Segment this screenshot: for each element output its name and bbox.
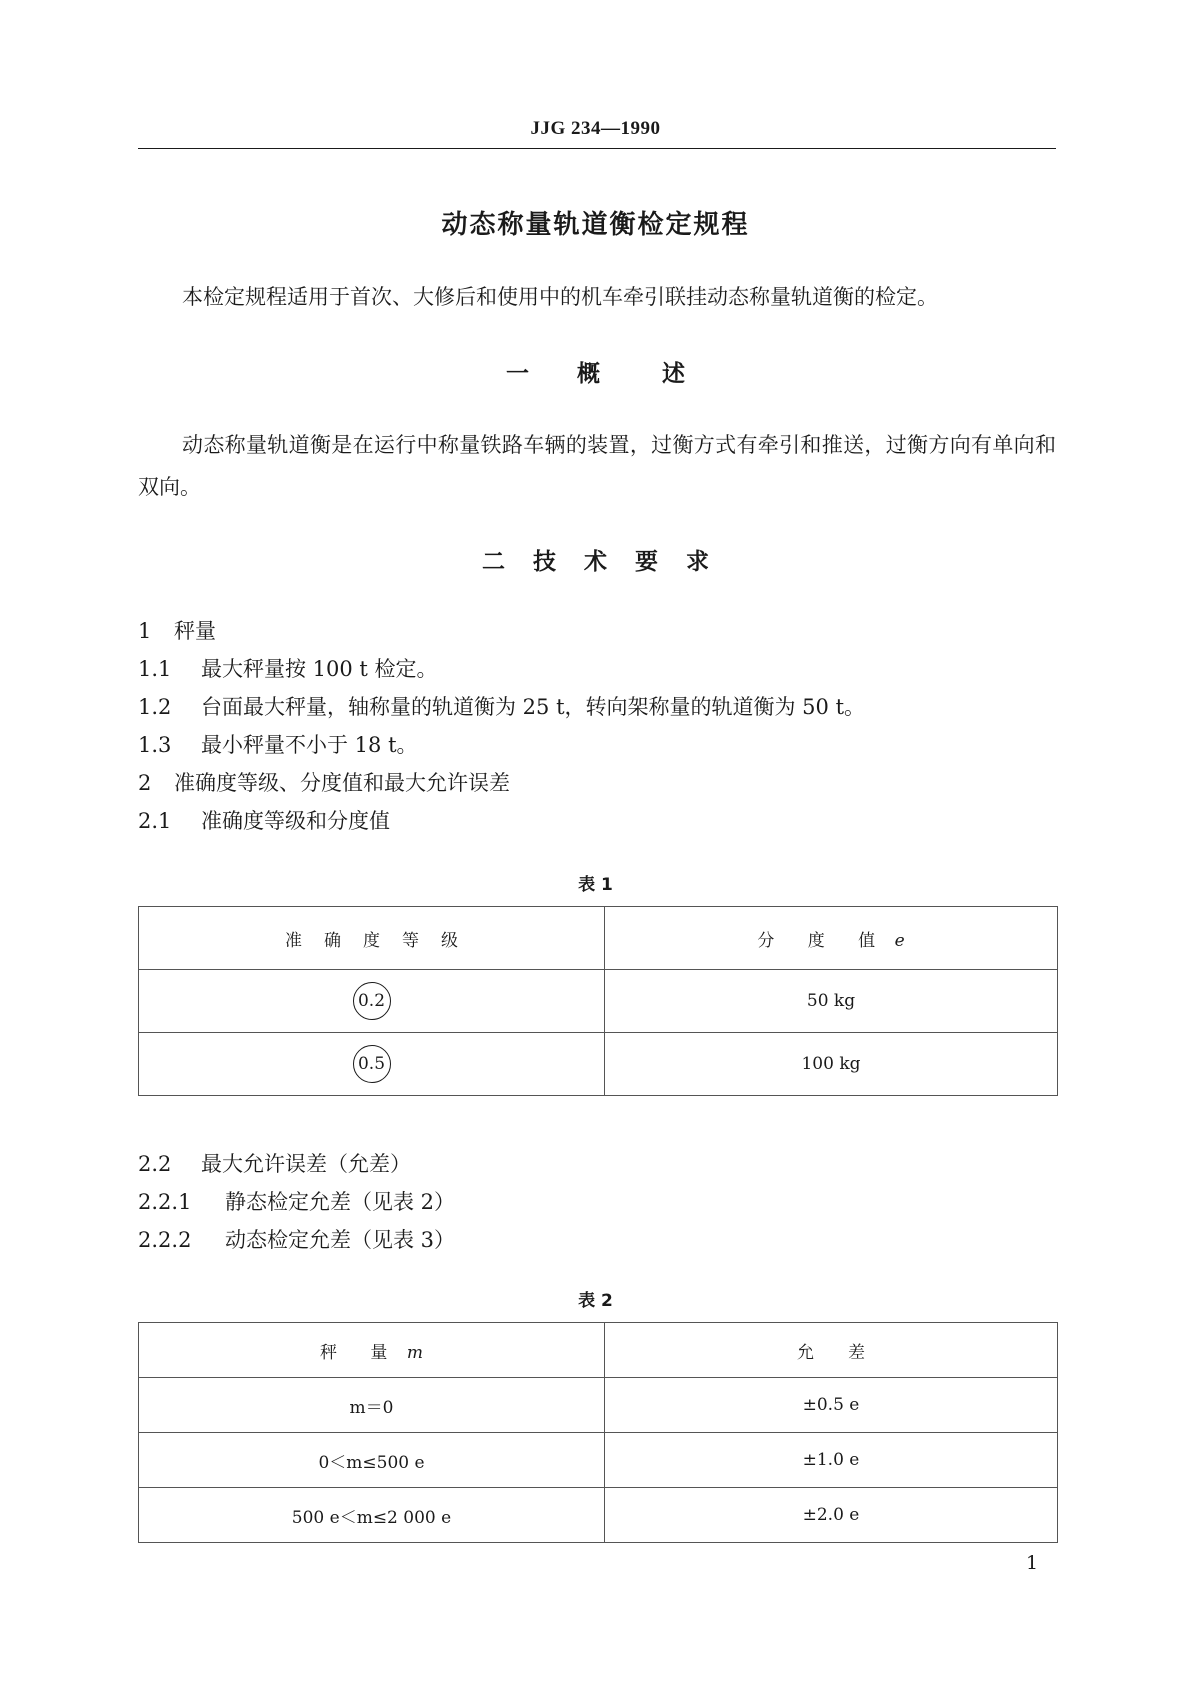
table-row	[139, 1433, 1058, 1488]
header-load-symbol: m	[406, 1342, 423, 1363]
section-title-char: 术	[584, 549, 607, 575]
table-header-row	[139, 907, 1058, 970]
section-number: 一	[506, 361, 529, 387]
table-cell: ±1.0 e	[605, 1433, 1058, 1488]
clause-1-2	[138, 693, 865, 721]
clause-1	[138, 617, 216, 645]
clause-2-2	[138, 1150, 411, 1178]
section-title-part: 概	[577, 361, 600, 387]
table-cell	[139, 1033, 605, 1096]
clause-text: 台面最大秤量，轴称量的轨道衡为 25 t，转向架称量的轨道衡为 50 t。	[201, 695, 866, 719]
section-title-char: 技	[533, 549, 556, 575]
table-header-cell	[605, 907, 1058, 970]
overview-paragraph: 动态称量轨道衡是在运行中称量铁路车辆的装置，过衡方式有牵引和推送，过衡方向有单向和双向。	[138, 433, 1056, 499]
table-cell: ±2.0 e	[605, 1488, 1058, 1543]
scope-paragraph: 本检定规程适用于首次、大修后和使用中的机车牵引联挂动态称量轨道衡的检定。	[182, 285, 938, 309]
table-row	[139, 970, 1058, 1033]
table-1	[138, 906, 1058, 1096]
clause-text: 准确度等级和分度值	[201, 809, 390, 833]
header-division-symbol: e	[894, 930, 905, 951]
section-title-char: 要	[635, 549, 658, 575]
clause-number: 2.2.2	[138, 1228, 192, 1252]
clause-text: 动态检定允差（见表 3）	[225, 1228, 456, 1252]
document-title: 动态称量轨道衡检定规程	[441, 210, 750, 240]
clause-number: 2	[138, 771, 152, 795]
clause-1-3	[138, 731, 418, 759]
clause-text: 最大允许误差（允差）	[201, 1152, 411, 1176]
clause-number: 1	[138, 619, 152, 643]
table-cell: ±0.5 e	[605, 1378, 1058, 1433]
table-header-row	[139, 1323, 1058, 1378]
section-title-part: 述	[662, 361, 685, 387]
accuracy-class-mark: 0.2	[353, 982, 391, 1020]
table-row	[139, 1378, 1058, 1433]
table-1-caption: 表 1	[578, 875, 613, 895]
table-header-cell: 允 差	[605, 1323, 1058, 1378]
section-heading-technical-requirements	[0, 543, 1191, 576]
table-row	[139, 1033, 1058, 1096]
table-header-cell	[139, 1323, 605, 1378]
table-header-cell	[139, 907, 605, 970]
clause-text: 静态检定允差（见表 2）	[225, 1190, 456, 1214]
section-number: 二	[482, 549, 505, 575]
clause-1-1	[138, 655, 438, 683]
clause-text: 准确度等级、分度值和最大允许误差	[174, 771, 510, 795]
header-load: 秤 量	[320, 1342, 402, 1363]
clause-2	[138, 769, 510, 797]
clause-text: 最大秤量按 100 t 检定。	[201, 657, 438, 681]
clause-2-2-1	[138, 1188, 455, 1216]
clause-number: 1.3	[138, 733, 172, 757]
table-cell: 0＜m≤500 e	[139, 1433, 605, 1488]
clause-2-1	[138, 807, 390, 835]
header-division: 分 度 值	[757, 930, 890, 951]
section-heading-overview	[0, 355, 1191, 388]
clause-text: 最小秤量不小于 18 t。	[201, 733, 418, 757]
table-cell: m＝0	[139, 1378, 605, 1433]
header-accuracy-class: 准确度等级	[285, 930, 480, 951]
clause-text: 秤量	[174, 619, 216, 643]
table-cell: 500 e＜m≤2 000 e	[139, 1488, 605, 1543]
table-row	[139, 1488, 1058, 1543]
table-2	[138, 1322, 1058, 1543]
clause-number: 1.1	[138, 657, 172, 681]
section-title-char: 求	[686, 549, 709, 575]
table-2-caption: 表 2	[578, 1291, 613, 1311]
accuracy-class-mark: 0.5	[353, 1045, 391, 1083]
page-number: 1	[1026, 1552, 1039, 1574]
standard-code: JJG 234—1990	[530, 118, 661, 139]
table-cell: 100 kg	[605, 1033, 1058, 1096]
clause-number: 1.2	[138, 695, 172, 719]
table-cell	[139, 970, 605, 1033]
clause-number: 2.1	[138, 809, 172, 833]
header-rule	[138, 148, 1056, 149]
clause-2-2-2	[138, 1226, 455, 1254]
clause-number: 2.2.1	[138, 1190, 192, 1214]
clause-number: 2.2	[138, 1152, 172, 1176]
table-cell: 50 kg	[605, 970, 1058, 1033]
